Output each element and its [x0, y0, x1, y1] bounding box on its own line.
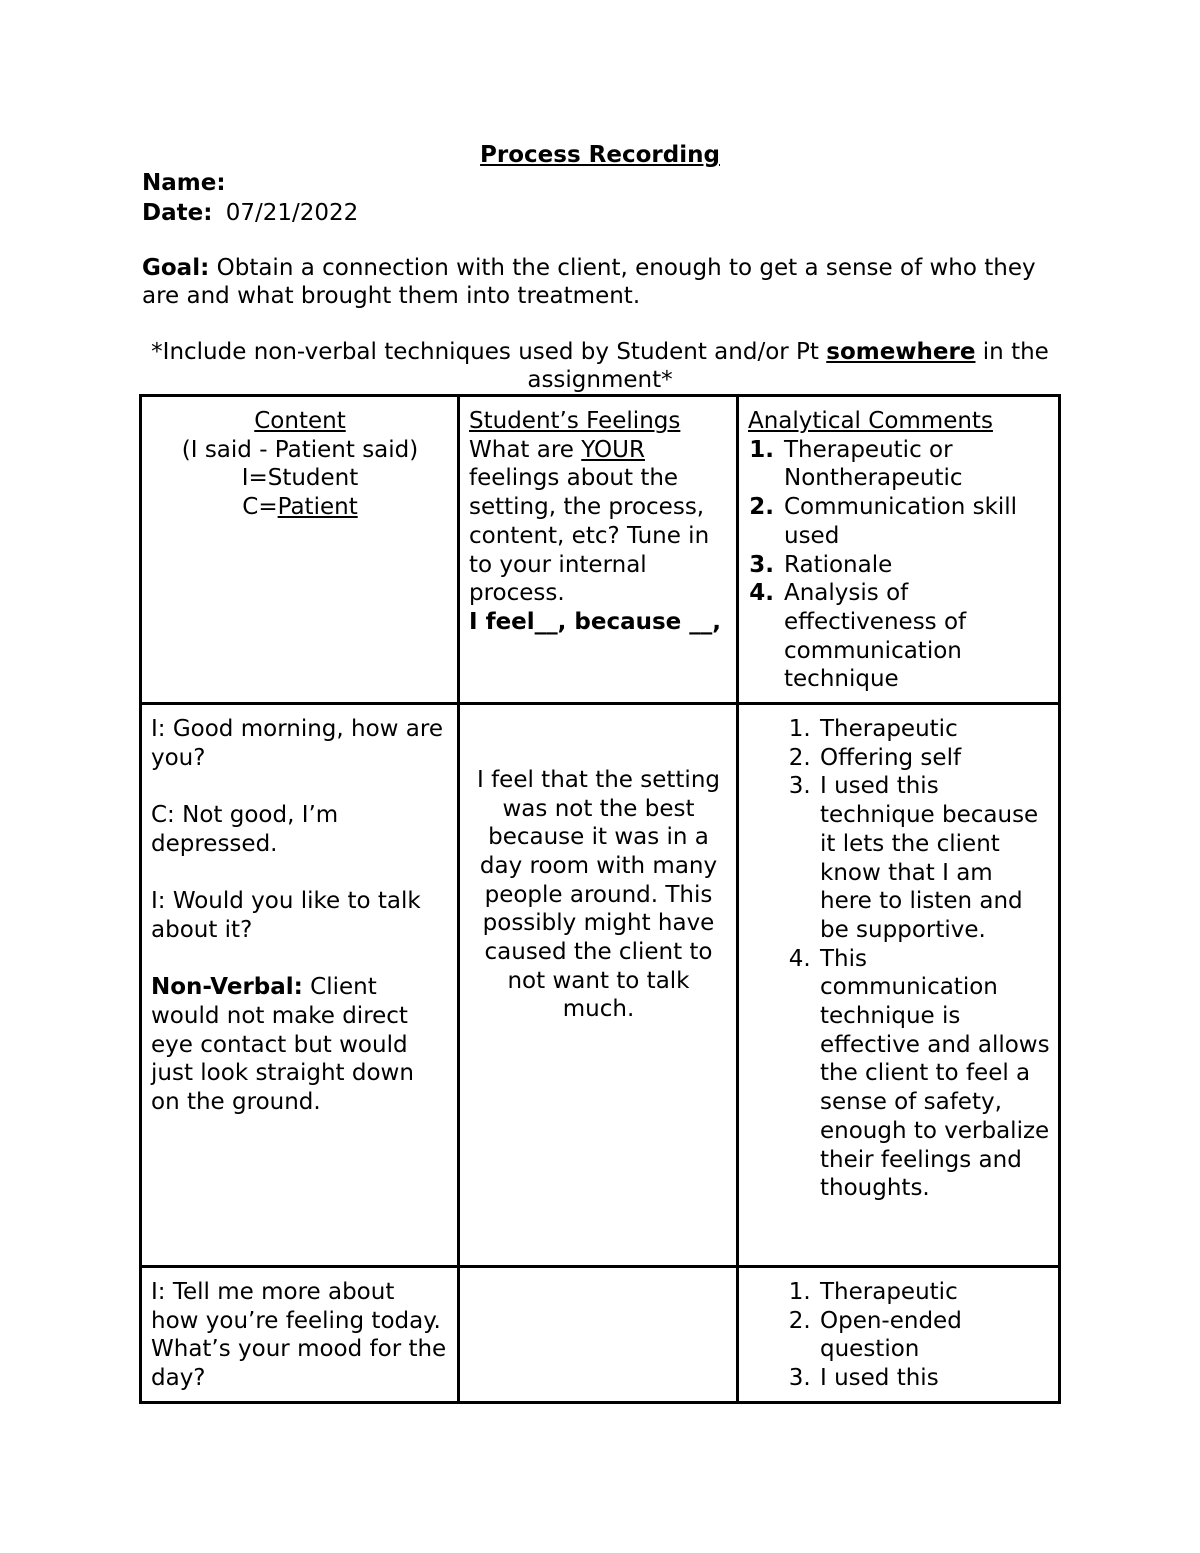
analysis-cell [738, 1267, 1060, 1403]
name-line [142, 169, 226, 198]
goal-text: Obtain a connection with the client, enough to get a sense of who they are and what brought them into treatment. [142, 255, 1036, 309]
content-header-line3-value: Patient [277, 494, 358, 521]
table-row [141, 704, 1060, 1267]
analysis-header-cell [738, 396, 1060, 704]
instruction-post: in the assignment* [527, 339, 1049, 393]
student-line: I: Would you like to talk about it? [151, 888, 421, 943]
list-item: 1. Therapeutic or Nontherapeutic [782, 436, 1050, 493]
table-row [141, 1267, 1060, 1403]
date-line [142, 199, 358, 228]
date-label: Date: [142, 200, 213, 226]
nonverbal-text: Client would not make direct eye contact but would just look straight down on the ground. [151, 974, 414, 1116]
list-item: 4. Analysis of effectiveness of communication technique [782, 579, 1050, 694]
content-header-line3-prefix: C= [242, 494, 278, 521]
content-header-line2: I=Student [241, 465, 359, 492]
goal-paragraph [142, 254, 1062, 310]
nonverbal-label: Non-Verbal: [151, 974, 303, 1001]
content-cell [141, 1267, 459, 1403]
table-header-row [141, 396, 1060, 704]
list-item: 3. Rationale [782, 551, 1050, 580]
instruction-paragraph [142, 338, 1058, 394]
process-recording-table [139, 394, 1061, 1404]
feelings-header-text-pre: What are [469, 436, 574, 463]
list-item: 3. I used this [818, 1364, 1050, 1393]
feelings-cell [459, 1267, 738, 1403]
document-title: Process Recording [480, 142, 720, 168]
list-item: 1. Therapeutic [818, 715, 1050, 744]
analysis-header-list [748, 436, 1050, 694]
nonverbal-note [151, 973, 449, 1117]
feelings-header-text-post: feelings about the setting, the process, content, etc? Tune in to your internal process. [469, 465, 710, 607]
feelings-header-text-em: YOUR [581, 436, 645, 463]
feelings-header-cell [459, 396, 738, 704]
student-line: I: Tell me more about how you’re feeling today. What’s your mood for the day? [151, 1279, 447, 1392]
list-item: 2. Communication skill used [782, 493, 1050, 550]
date-value: 07/21/2022 [225, 200, 359, 226]
list-item: 4. This communication technique is effective and allows the client to feel a sense of safety, enough to verbalize their feelings and thoughts. [818, 945, 1050, 1203]
content-header-line3 [151, 493, 449, 522]
list-item: 3. I used this technique because it lets the client know that I am here to listen and be supportive. [818, 772, 1050, 944]
content-header-cell [141, 396, 459, 704]
student-line: I: Good morning, how are you? [151, 716, 443, 771]
content-header-line1: (I said - Patient said) [181, 436, 419, 463]
feelings-text: I feel that the setting was not the best because it was in a day room with many people around. This possibly might have caused the client to not want to talk much. [476, 766, 720, 1023]
feelings-header-title: Student’s Feelings [469, 408, 681, 434]
content-cell [141, 704, 459, 1267]
feelings-cell [459, 704, 738, 1267]
list-item: 1. Therapeutic [818, 1278, 1050, 1307]
feelings-header-prompt: I feel__, because __, [469, 608, 722, 635]
content-header-title: Content [254, 408, 346, 434]
feelings-header-text [469, 436, 728, 608]
analysis-list [748, 715, 1050, 1203]
list-item: 2. Open-ended question [818, 1307, 1050, 1364]
instruction-pre: *Include non-verbal techniques used by Student and/or Pt [151, 339, 819, 365]
analysis-cell [738, 704, 1060, 1267]
patient-line: C: Not good, I’m depressed. [151, 802, 339, 857]
list-item: 2. Offering self [818, 744, 1050, 773]
analysis-header-title: Analytical Comments [748, 408, 993, 434]
analysis-list [748, 1278, 1050, 1393]
instruction-keyword: somewhere [826, 339, 976, 365]
name-label: Name: [142, 170, 226, 196]
goal-label: Goal: [142, 255, 210, 281]
